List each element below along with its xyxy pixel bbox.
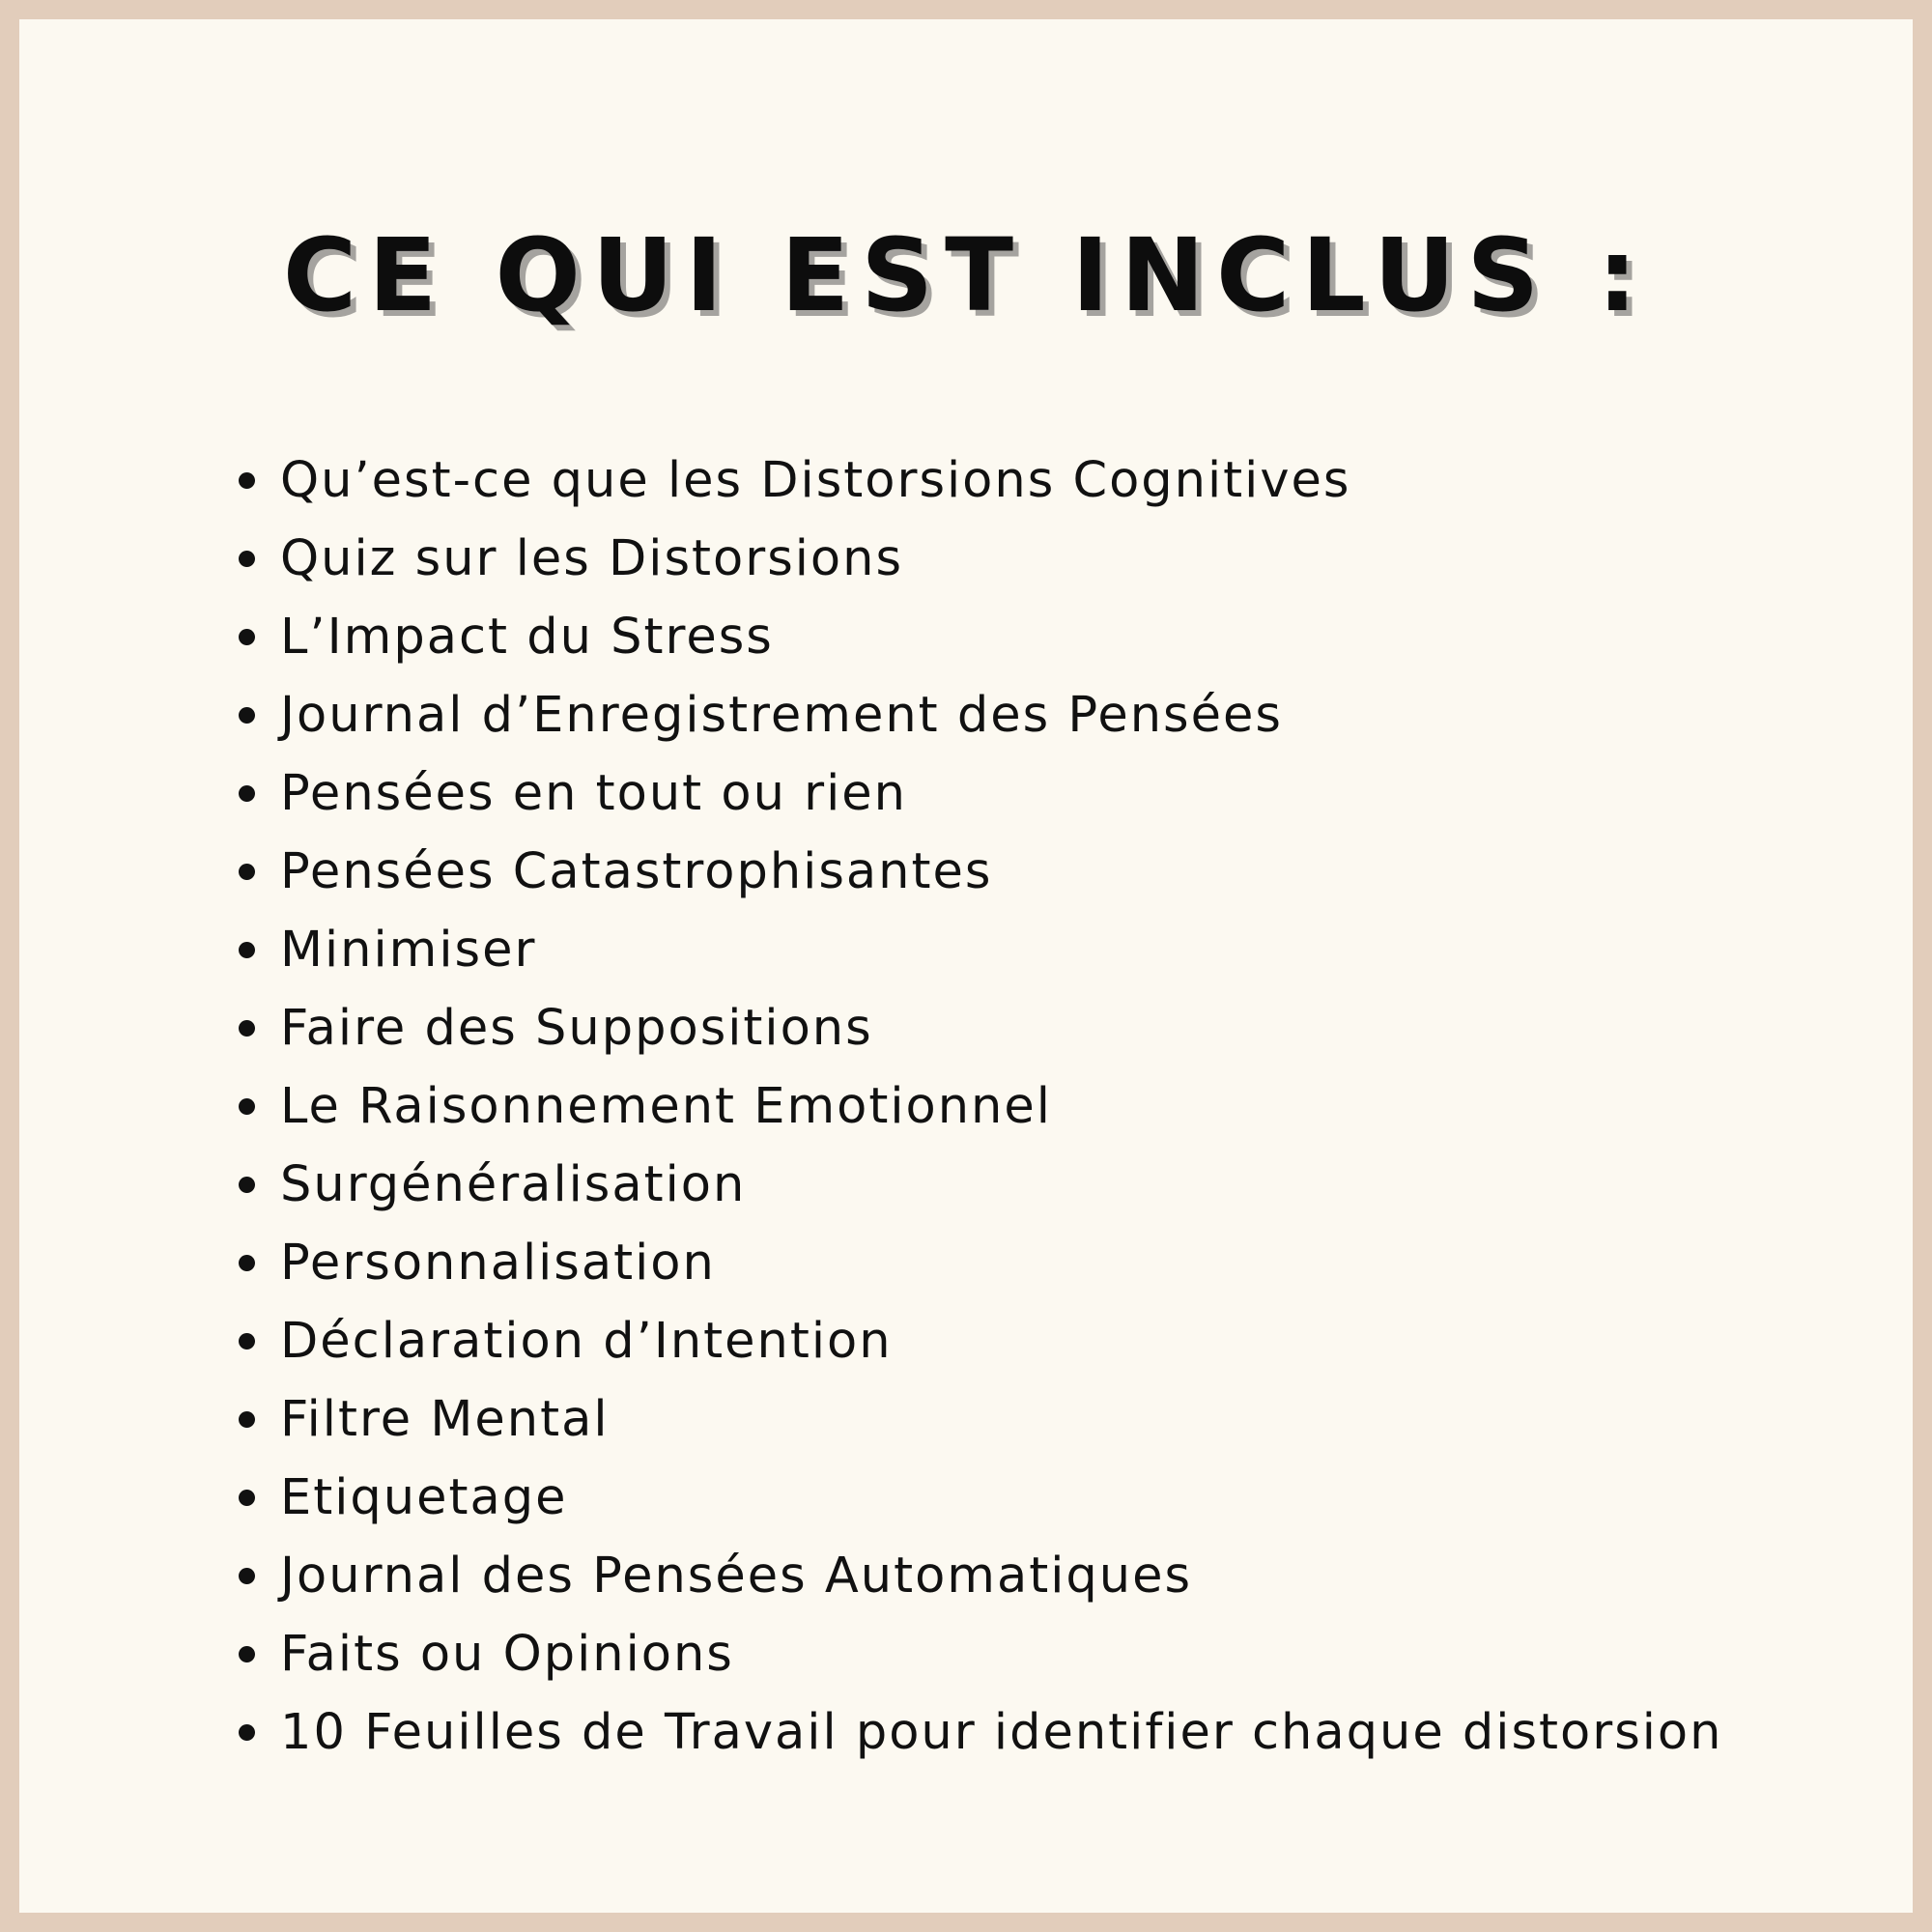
list-item-label: Le Raisonnement Emotionnel xyxy=(280,1078,1052,1135)
list-item-label: L’Impact du Stress xyxy=(280,609,774,666)
list-item-label: Déclaration d’Intention xyxy=(280,1313,893,1370)
bullet-icon xyxy=(239,629,255,645)
list-item xyxy=(232,1693,1722,1772)
list-item xyxy=(232,1615,1722,1693)
list-item-label: Journal des Pensées Automatiques xyxy=(280,1548,1193,1605)
list-item-label: Surgénéralisation xyxy=(280,1156,747,1213)
included-items-list xyxy=(232,441,1722,1772)
bullet-icon xyxy=(239,1333,255,1350)
list-item-label: Etiquetage xyxy=(280,1469,568,1526)
list-item-label: Qu’est-ce que les Distorsions Cognitives xyxy=(280,452,1351,509)
bullet-icon xyxy=(239,1411,255,1428)
list-item xyxy=(232,833,1722,911)
list-item-label: Pensées en tout ou rien xyxy=(280,765,907,822)
bullet-icon xyxy=(239,1255,255,1271)
bullet-icon xyxy=(239,1098,255,1115)
list-item xyxy=(232,598,1722,676)
list-item xyxy=(232,676,1722,754)
list-item-label: Personnalisation xyxy=(280,1235,716,1292)
list-item xyxy=(232,1380,1722,1459)
bullet-icon xyxy=(239,942,255,958)
bullet-icon xyxy=(239,1646,255,1662)
list-item-label: Filtre Mental xyxy=(280,1391,610,1448)
list-item-label: Quiz sur les Distorsions xyxy=(280,530,904,587)
bullet-icon xyxy=(239,1724,255,1741)
page-title: CE QUI EST INCLUS : xyxy=(282,216,1650,334)
bullet-icon xyxy=(239,1177,255,1193)
list-item xyxy=(232,1302,1722,1380)
list-item xyxy=(232,1537,1722,1615)
bullet-icon xyxy=(239,551,255,567)
list-item xyxy=(232,1067,1722,1146)
list-item-label: Journal d’Enregistrement des Pensées xyxy=(280,687,1283,744)
list-item xyxy=(232,1146,1722,1224)
list-item-label: 10 Feuilles de Travail pour identifier chaque distorsion xyxy=(280,1704,1723,1761)
list-item xyxy=(232,911,1722,989)
list-item xyxy=(232,520,1722,598)
list-item-label: Faire des Suppositions xyxy=(280,1000,873,1057)
list-item xyxy=(232,441,1722,520)
bullet-icon xyxy=(239,1490,255,1506)
bullet-icon xyxy=(239,472,255,489)
bullet-icon xyxy=(239,707,255,724)
bullet-icon xyxy=(239,1568,255,1584)
bullet-icon xyxy=(239,1020,255,1037)
list-item-label: Faits ou Opinions xyxy=(280,1626,734,1683)
list-item xyxy=(232,1459,1722,1537)
list-item-label: Minimiser xyxy=(280,922,537,979)
bullet-icon xyxy=(239,785,255,802)
bullet-icon xyxy=(239,864,255,880)
list-item xyxy=(232,1224,1722,1302)
list-item xyxy=(232,989,1722,1067)
list-item-label: Pensées Catastrophisantes xyxy=(280,843,993,900)
list-item xyxy=(232,754,1722,833)
